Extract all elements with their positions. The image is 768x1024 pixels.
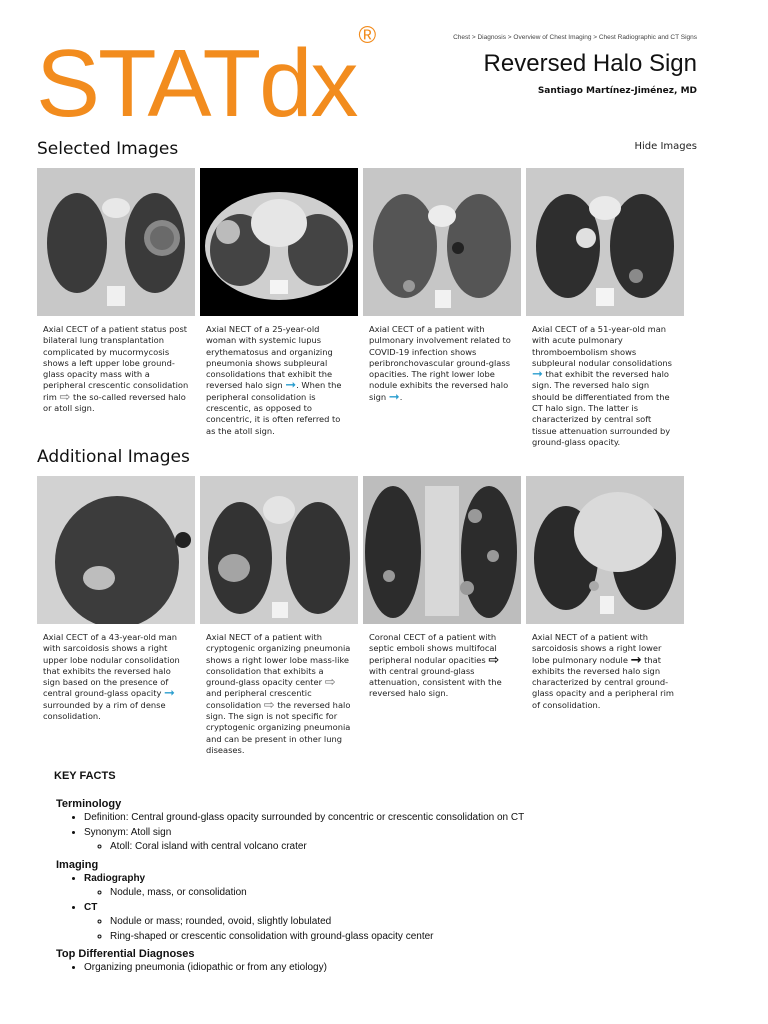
image-caption: Axial NECT of a patient with cryptogenic organizing pneumonia shows a right lower lobe mass-like consolidation that exhibits a ground-glass opacity center ⇨ and peripheral crescentic consolidation ⇨ the reversed halo sign. The sign is not specific for cryptogenic organizing pneumonia and can be present in other lung diseases. xyxy=(206,632,351,755)
additional-image-card xyxy=(200,476,358,756)
blue-arrow-icon: ➞ xyxy=(388,389,400,405)
list-item: • Organizing pneumonia (idiopathic or from any etiology) xyxy=(84,961,734,976)
selected-image-card xyxy=(37,168,195,414)
author-name: Santiago Martínez-Jiménez, MD xyxy=(537,86,697,96)
list-item: ◦ Ring-shaped or crescentic consolidation with ground-glass opacity center xyxy=(110,930,734,945)
key-facts-section xyxy=(54,770,734,976)
image-caption: Axial CECT of a 43-year-old man with sarcoidosis shows a right upper lobe nodular consolidation that exhibits the reversed halo sign based on the presence of central ground-glass opacity ➞ surrounded by a rim of dense consolidation. xyxy=(43,632,180,722)
open-arrow-icon: ⇨ xyxy=(59,389,71,405)
list-item: • Synonym: Atoll sign ◦ Atoll: Coral island with central volcano crater xyxy=(84,826,734,855)
ct-image[interactable] xyxy=(363,476,521,624)
ct-image[interactable] xyxy=(363,168,521,316)
imaging-heading: Imaging xyxy=(56,858,99,871)
ct-image[interactable] xyxy=(200,168,358,316)
ct-image[interactable] xyxy=(37,476,195,624)
blue-arrow-icon: ➞ xyxy=(164,686,175,702)
additional-image-card xyxy=(37,476,195,722)
open-arrow-icon: ⇨ xyxy=(324,675,336,691)
image-caption: Axial CECT of a patient with pulmonary involvement related to COVID-19 infection shows peribronchovascular ground-glass opacities. The right lower lobe nodule exhibits the reversed halo sign ➞. xyxy=(369,324,511,405)
additional-image-card xyxy=(363,476,521,700)
image-caption: Axial CECT of a patient status post bilateral lung transplantation complicated by mucormycosis shows a left upper lobe ground-glass opacity mass with a peripheral crescentic consolidation rim ⇨ the so-called reversed halo or atoll sign. xyxy=(43,324,189,414)
selected-image-card xyxy=(200,168,358,437)
list-item: • CT ◦ Nodule or mass; rounded, ovoid, slightly lobulated ◦ Ring-shaped or crescentic consolidation with ground-glass opacity center xyxy=(84,901,734,945)
blue-arrow-icon: ➞ xyxy=(285,378,297,394)
selected-image-card xyxy=(363,168,521,403)
hide-images-link[interactable]: Hide Images xyxy=(634,141,697,152)
page-title: Reversed Halo Sign xyxy=(483,50,697,77)
list-item: ◦ Atoll: Coral island with central volcano crater xyxy=(110,840,734,855)
blue-arrow-icon: ➞ xyxy=(532,367,543,383)
breadcrumb[interactable]: Chest > Diagnosis > Overview of Chest Imaging > Chest Radiographic and CT Signs xyxy=(453,34,697,41)
list-item: ◦ Nodule or mass; rounded, ovoid, slightly lobulated xyxy=(110,915,734,930)
arrow-icon: → xyxy=(630,652,642,668)
ct-image[interactable] xyxy=(200,476,358,624)
additional-images-heading: Additional Images xyxy=(37,447,190,467)
list-item: • Radiography ◦ Nodule, mass, or consolidation xyxy=(84,872,734,901)
terminology-heading: Terminology xyxy=(56,798,122,810)
selected-image-card xyxy=(526,168,684,448)
list-item: ◦ Nodule, mass, or consolidation xyxy=(110,886,734,901)
additional-image-card xyxy=(526,476,684,711)
image-caption: Axial NECT of a patient with sarcoidosis shows a right lower lobe pulmonary nodule → that exhibits the reversed halo sign characterized by central ground-glass opacity and a peripheral rim of consolidation. xyxy=(532,632,674,710)
open-arrow-icon: ⇨ xyxy=(263,697,275,713)
image-caption: Coronal CECT of a patient with septic emboli shows multifocal peripheral nodular opacities ⇨ with central ground-glass attenuation, consistent with the reversed halo sign. xyxy=(369,632,502,699)
image-caption: Axial CECT of a 51-year-old man with acute pulmonary thromboembolism shows subpleural nodular consolidations ➞ that exhibit the reversed halo sign. The reversed halo sign should be differentiated from the CT halo sign. The latter is characterized by central soft tissue attenuation surrounded by ground-glass opacity. xyxy=(532,324,672,447)
statdx-logo: STATdx® xyxy=(36,22,375,137)
ct-image[interactable] xyxy=(526,168,684,316)
ddx-heading: Top Differential Diagnoses xyxy=(56,948,195,960)
image-caption: Axial NECT of a 25-year-old woman with systemic lupus erythematosus and organizing pneumonia shows subpleural consolidations that exhibit the reversed halo sign ➞. When the peripheral consolidation is crescentic, as opposed to concentric, it is often referred to as the atoll sign. xyxy=(206,324,342,436)
ddx-list xyxy=(54,961,734,976)
ct-image[interactable] xyxy=(526,476,684,624)
selected-images-heading: Selected Images xyxy=(37,139,179,159)
terminology-list xyxy=(54,811,734,855)
imaging-list xyxy=(54,872,734,945)
key-facts-heading: KEY FACTS xyxy=(54,770,116,782)
open-arrow-icon: ⇨ xyxy=(488,652,500,668)
ct-image[interactable] xyxy=(37,168,195,316)
list-item: • Definition: Central ground-glass opacity surrounded by concentric or crescentic consolidation on CT xyxy=(84,811,734,826)
